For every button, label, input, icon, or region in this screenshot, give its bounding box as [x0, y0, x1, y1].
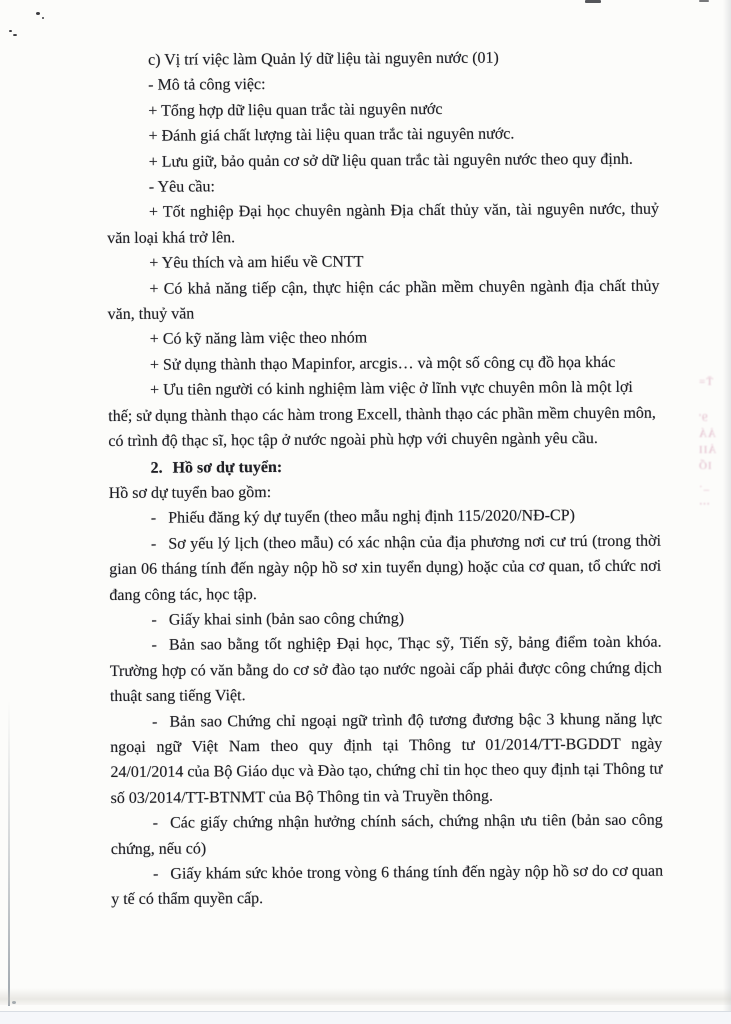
scan-speck [9, 30, 12, 32]
document-body [106, 45, 663, 913]
paragraph: + Có khả năng tiếp cận, thực hiện các phần mềm chuyên ngành địa chất thủy văn, thuỷ văn [107, 277, 660, 324]
paragraph [111, 808, 663, 862]
paragraph: Hồ sơ dự tuyển bao gồm: [108, 483, 272, 502]
paragraph: + Ưu tiên người có kinh nghiệm làm việc ở lĩnh vực chuyên môn là một lợi thế; sử dụng thành thạo các hàm trong Excell, thành thạo các phần mềm chuyên môn, có trình độ thạc sĩ, học tập ở nước ngoài phù hợp với chuyên ngành yêu cầu. [108, 379, 656, 451]
ink-bleed-fragment: ẢÁ [698, 428, 716, 440]
ink-bleed-fragment: 9' [698, 412, 708, 424]
paragraph: + Có kỹ năng làm việc theo nhóm [149, 329, 368, 349]
ink-bleed-fragment: ẢII [698, 444, 717, 456]
paragraph-text: Giấy khai sinh (bản sao công chứng) [168, 610, 405, 629]
scan-smudge [585, 0, 601, 3]
list-marker: - [151, 637, 158, 655]
paragraph-text: Sơ yếu lý lịch (theo mẫu) có xác nhận của địa phương nơi cư trú (trong thời gian 06 tháng tính đến ngày nộp hồ sơ xin tuyển dụng) hoặc của cơ quan, tổ chức nơi đang công tác, học tập. [109, 532, 662, 604]
paragraph: + Lưu giữ, bảo quản cơ sở dữ liệu quan trắc tài nguyên nước theo quy định. [148, 150, 633, 171]
paragraph-text: Bản sao bằng tốt nghiệp Đại học, Thạc sỹ, Tiến sỹ, bảng điểm toàn khóa. Trường hợp có văn bằng do cơ sở đào tạo nước ngoài cấp phải được công chứng dịch thuật sang tiếng Việt. [109, 633, 662, 706]
scan-speck [36, 12, 40, 15]
ink-bleed-fragment: IỔ [698, 460, 712, 472]
paragraph [110, 706, 663, 811]
list-marker: - [152, 865, 159, 883]
paragraph: + Tốt nghiệp Đại học chuyên ngành Địa chất thủy văn, tài nguyên nước, thuỷ văn loại khá trở lên. [107, 201, 660, 247]
list-marker: - [152, 814, 159, 832]
paragraph-text: Hồ sơ dự tuyển: [172, 458, 283, 477]
list-marker: - [152, 713, 158, 731]
ink-bleed-fragment: ⋯ [698, 498, 710, 510]
section-heading [108, 452, 660, 481]
ink-bleed-fragment: –˙ [698, 484, 710, 496]
ink-bleed-fragment: T̄= [698, 376, 713, 388]
scan-speck [13, 34, 17, 36]
list-marker: 2. [150, 459, 163, 477]
list-marker: - [150, 510, 157, 528]
page-edge-line [8, 700, 10, 1006]
scan-smudge [699, 0, 709, 2]
paragraph: c) Vị trí việc làm Quản lý dữ liệu tài nguyên nước (01) [148, 49, 499, 69]
scanner-bottom-strip [0, 1011, 731, 1024]
paragraph-text: Bản sao Chứng chỉ ngoại ngữ trình độ tương đương bậc 3 khung năng lực ngoại ngữ Việt Nam theo quy định tại Thông tư 01/2014/TT-BGDDT ngày 24/01/2014 của Bộ Giáo dục và Đào tạo, chứng chỉ tin học theo quy định tại Thông tư số 03/2014/TT-BTNMT của Bộ Thông tin và Truyền thông. [110, 710, 663, 807]
paragraph: - Yêu cầu: [148, 178, 215, 196]
paragraph-text: Các giấy chứng nhận hưởng chính sách, chứng nhận ưu tiên (bản sao công chứng, nếu có) [110, 811, 663, 858]
page-edge-shade [723, 0, 731, 1024]
page-bottom-shadow [0, 988, 731, 1005]
scan-speck [42, 17, 44, 19]
paragraph [109, 503, 661, 532]
list-marker: - [150, 535, 157, 553]
paragraph-text: Giấy khám sức khỏe trong vòng 6 tháng tính đến ngày nộp hồ sơ do cơ quan y tế có thẩm quyền cấp. [111, 862, 664, 909]
paragraph [109, 528, 661, 608]
list-marker: - [151, 611, 157, 629]
paragraph-text: Phiếu đăng ký dự tuyển (theo mẫu nghị định 115/2020/NĐ-CP) [168, 507, 575, 527]
paragraph: + Đánh giá chất lượng tài liệu quan trắc tài nguyên nước. [148, 125, 515, 145]
paragraph [110, 630, 662, 710]
paragraph: + Tổng hợp dữ liệu quan trắc tài nguyên nước [148, 100, 443, 120]
paragraph [109, 605, 661, 634]
paragraph: + Sử dụng thành thạo Mapinfor, arcgis… và một số công cụ đồ họa khác [149, 353, 616, 374]
paragraph: + Yêu thích và am hiểu về CNTT [149, 253, 364, 272]
paragraph [111, 859, 663, 913]
paragraph: - Mô tả công việc: [148, 76, 266, 95]
